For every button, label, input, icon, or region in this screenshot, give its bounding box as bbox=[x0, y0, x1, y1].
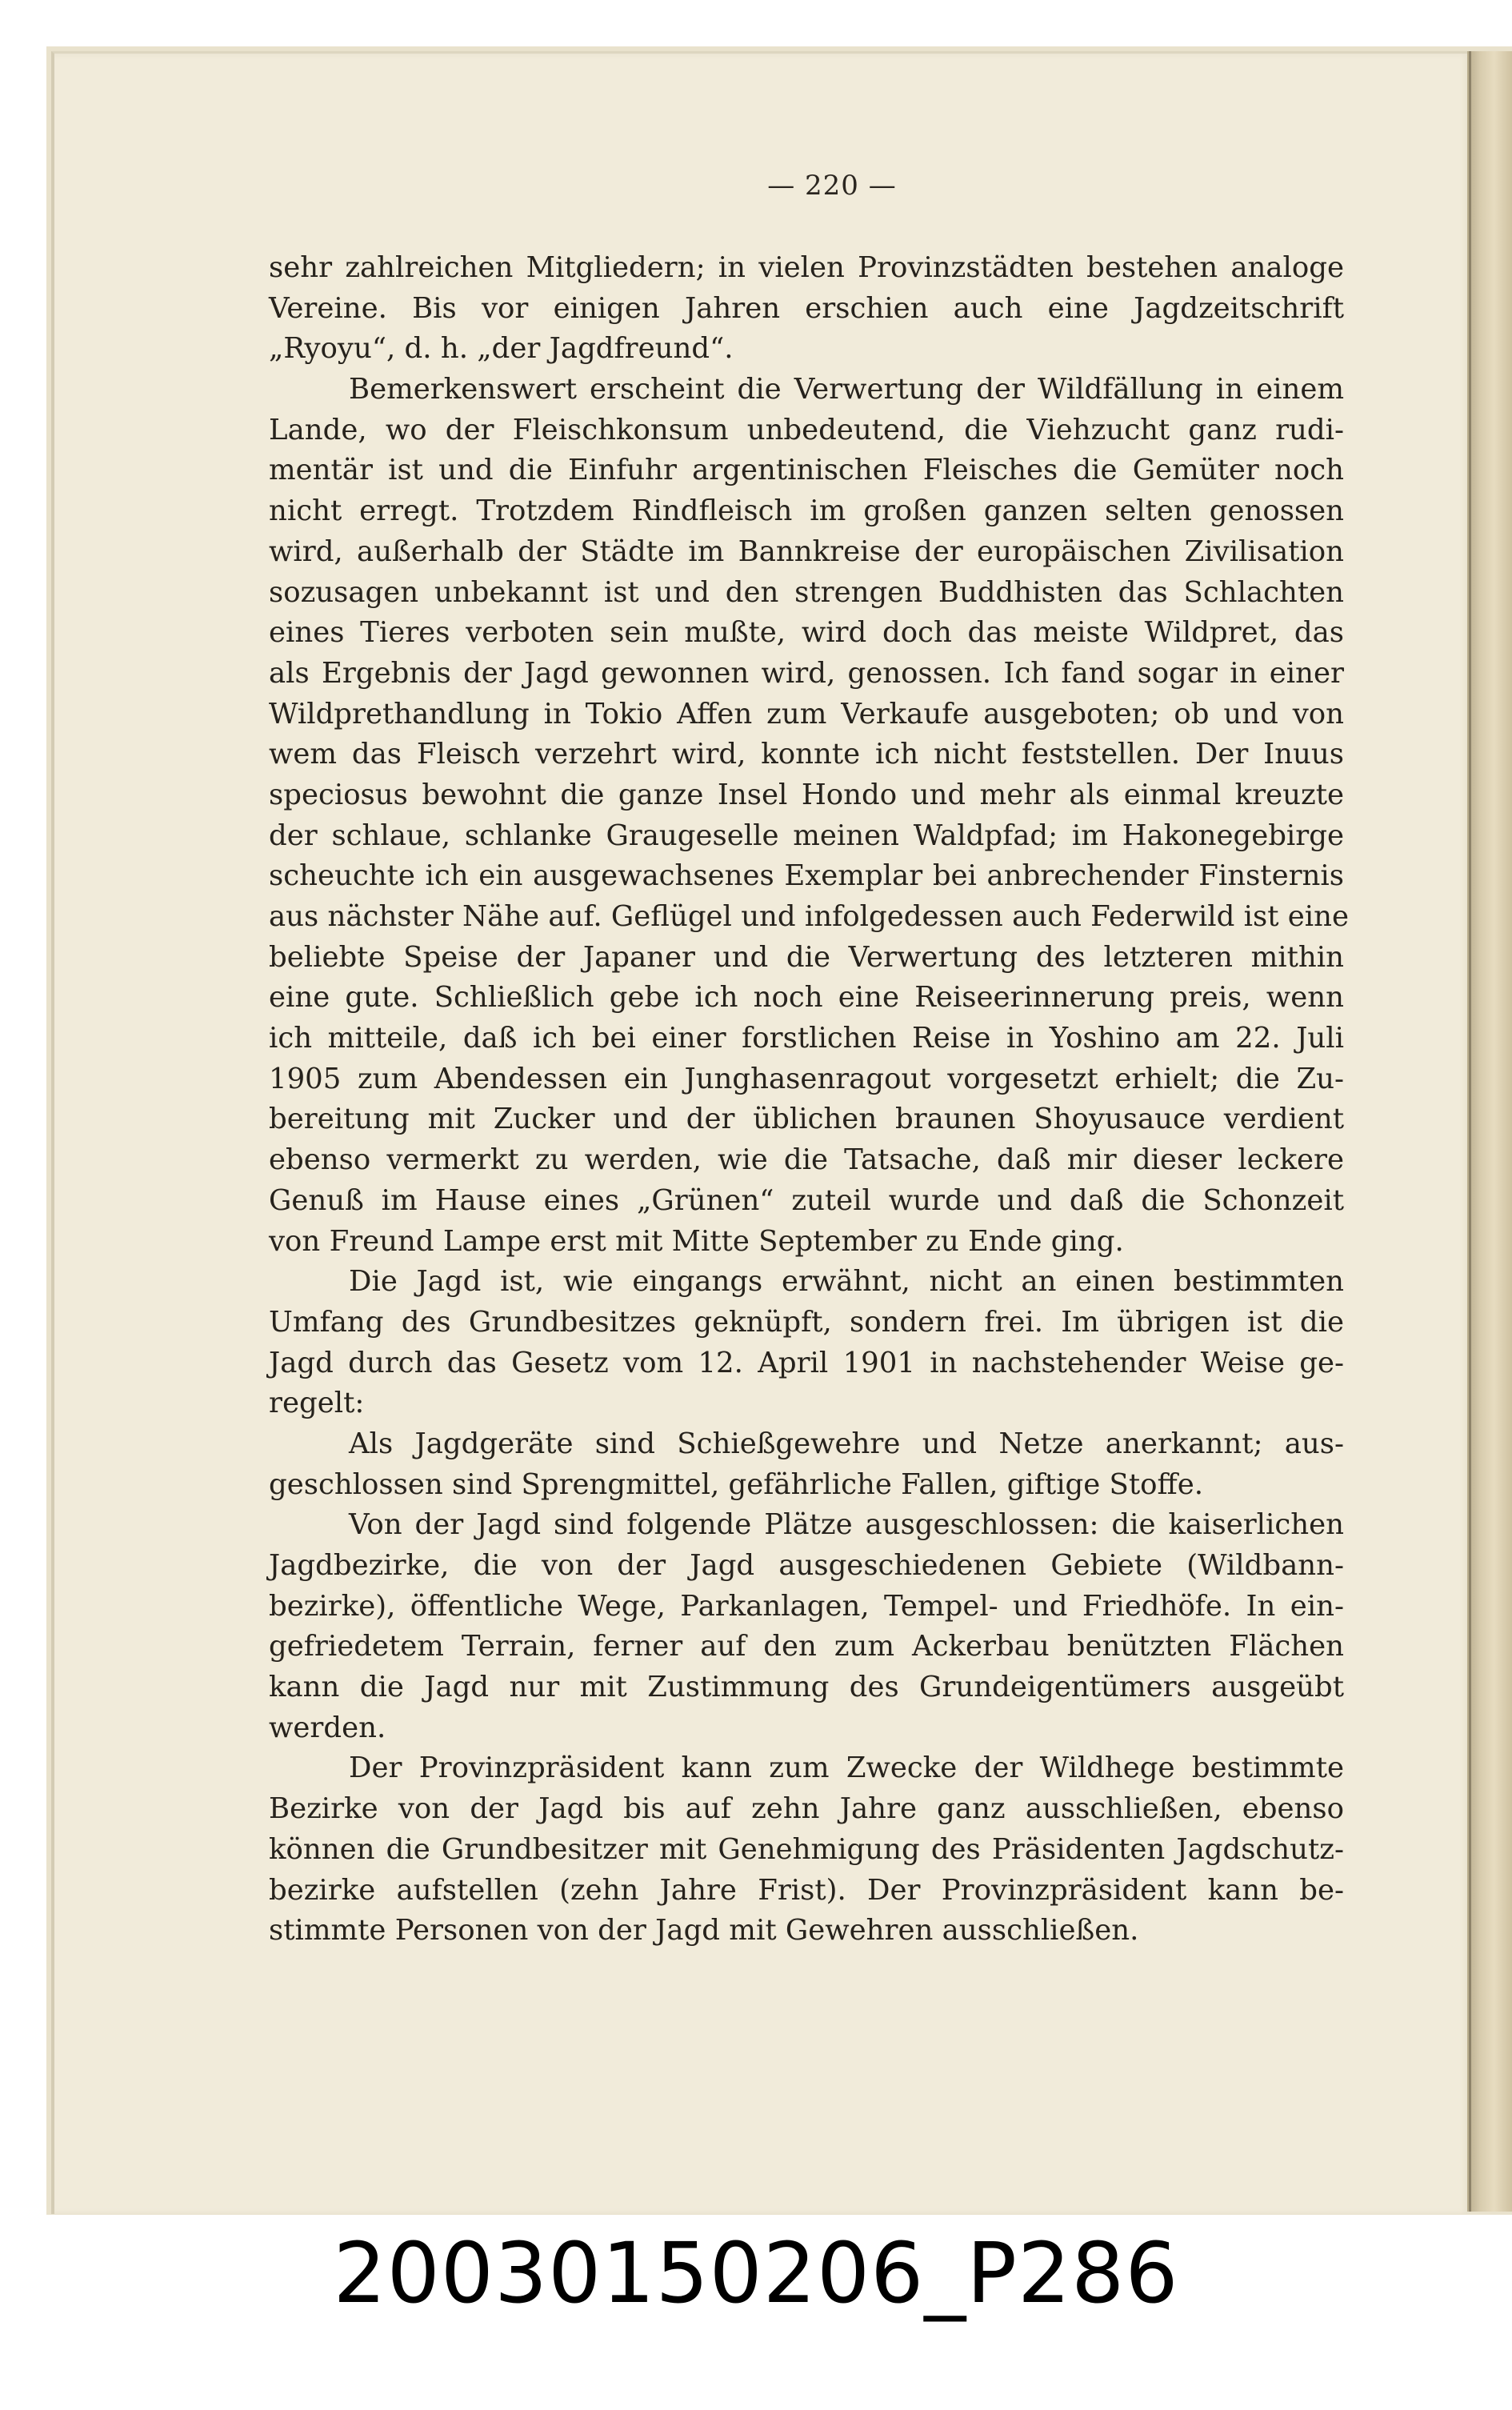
text-line: Die Jagd ist, wie eingangs erwähnt, nicht an einen bestimmten bbox=[349, 1265, 1344, 1299]
scan-id-caption: 20030150206_P286 bbox=[333, 2224, 1179, 2322]
text-line: der schlaue, schlanke Graugeselle meinen Waldpfad; im Hakonegebirge bbox=[269, 819, 1344, 852]
text-line: ebenso vermerkt zu werden, wie die Tatsache, daß mir dieser leckere bbox=[269, 1143, 1344, 1177]
text-line: sehr zahlreichen Mitgliedern; in vielen Provinzstädten bestehen analoge bbox=[269, 251, 1344, 284]
text-line: sozusagen unbekannt ist und den strengen Buddhisten das Schlachten bbox=[269, 575, 1344, 609]
page-number: — 220 — bbox=[767, 170, 897, 202]
text-line: Lande, wo der Fleischkonsum unbedeutend, die Viehzucht ganz rudi- bbox=[269, 413, 1344, 446]
text-line: stimmte Personen von der Jagd mit Gewehren ausschließen. bbox=[269, 1914, 1139, 1948]
text-line: 1905 zum Abendessen ein Junghasenragout vorgesetzt erhielt; die Zu- bbox=[269, 1062, 1344, 1095]
text-line: scheuchte ich ein ausgewachsenes Exemplar bei anbrechender Finsternis bbox=[269, 859, 1344, 893]
text-line: wird, außerhalb der Städte im Bannkreise der europäischen Zivilisation bbox=[269, 534, 1344, 568]
text-line: gefriedetem Terrain, ferner auf den zum Ackerbau benützten Flächen bbox=[269, 1630, 1344, 1663]
text-line: geschlossen sind Sprengmittel, gefährliche Fallen, giftige Stoffe. bbox=[269, 1467, 1204, 1501]
text-line: bezirke), öffentliche Wege, Parkanlagen, Tempel- und Friedhöfe. In ein- bbox=[269, 1589, 1344, 1623]
text-line: Wildprethandlung in Tokio Affen zum Verkaufe ausgeboten; ob und von bbox=[269, 697, 1344, 731]
page-edge-stack bbox=[1467, 51, 1512, 2212]
text-line: Genuß im Hause eines „Grünen“ zuteil wurde und daß die Schonzeit bbox=[269, 1183, 1344, 1217]
text-line: können die Grundbesitzer mit Genehmigung des Präsidenten Jagdschutz- bbox=[269, 1832, 1344, 1866]
text-line: Bezirke von der Jagd bis auf zehn Jahre ganz ausschließen, ebenso bbox=[269, 1792, 1344, 1826]
text-line: Umfang des Grundbesitzes geknüpft, sondern frei. Im übrigen ist die bbox=[269, 1305, 1344, 1339]
text-line: Vereine. Bis vor einigen Jahren erschien auch eine Jagdzeitschrift bbox=[269, 291, 1344, 325]
text-line: aus nächster Nähe auf. Geflügel und infolgedessen auch Federwild ist eine bbox=[269, 900, 1349, 933]
text-line: Jagdbezirke, die von der Jagd ausgeschiedenen Gebiete (Wildbann- bbox=[269, 1549, 1344, 1582]
text-line: Als Jagdgeräte sind Schießgewehre und Netze anerkannt; aus- bbox=[349, 1427, 1344, 1460]
text-line: werden. bbox=[269, 1711, 386, 1744]
text-line: Jagd durch das Gesetz vom 12. April 1901 in nachstehender Weise ge- bbox=[269, 1346, 1344, 1379]
page-edge-shadow bbox=[1469, 51, 1471, 2212]
text-line: Bemerkenswert erscheint die Verwertung der Wildfällung in einem bbox=[349, 373, 1344, 406]
text-line: „Ryoyu“, d. h. „der Jagdfreund“. bbox=[269, 332, 734, 366]
text-line: bezirke aufstellen (zehn Jahre Frist). Der Provinzpräsident kann be- bbox=[269, 1873, 1344, 1907]
text-line: speciosus bewohnt die ganze Insel Hondo und mehr als einmal kreuzte bbox=[269, 778, 1344, 811]
text-line: von Freund Lampe erst mit Mitte September zu Ende ging. bbox=[269, 1224, 1124, 1258]
text-line: als Ergebnis der Jagd gewonnen wird, genossen. Ich fand sogar in einer bbox=[269, 656, 1344, 690]
text-line: wem das Fleisch verzehrt wird, konnte ich nicht feststellen. Der Inuus bbox=[269, 738, 1344, 771]
text-line: bereitung mit Zucker und der üblichen braunen Shoyusauce verdient bbox=[269, 1103, 1344, 1136]
text-line: eines Tieres verboten sein mußte, wird doch das meiste Wildpret, das bbox=[269, 616, 1344, 650]
body-text bbox=[269, 248, 1349, 1952]
text-line: ich mitteile, daß ich bei einer forstlichen Reise in Yoshino am 22. Juli bbox=[269, 1022, 1344, 1055]
text-line: Der Provinzpräsident kann zum Zwecke der Wildhege bestimmte bbox=[349, 1751, 1344, 1785]
text-line: eine gute. Schließlich gebe ich noch eine Reiseerinnerung preis, wenn bbox=[269, 981, 1344, 1015]
text-line: Von der Jagd sind folgende Plätze ausgeschlossen: die kaiserlichen bbox=[349, 1508, 1344, 1542]
text-line: kann die Jagd nur mit Zustimmung des Grundeigentümers ausgeübt bbox=[269, 1671, 1344, 1704]
text-line: nicht erregt. Trotzdem Rindfleisch im großen ganzen selten genossen bbox=[269, 494, 1344, 528]
text-line: mentär ist und die Einfuhr argentinischen Fleisches die Gemüter noch bbox=[269, 454, 1344, 487]
text-line: regelt: bbox=[269, 1387, 365, 1420]
text-line: beliebte Speise der Japaner und die Verwertung des letzteren mithin bbox=[269, 940, 1344, 974]
